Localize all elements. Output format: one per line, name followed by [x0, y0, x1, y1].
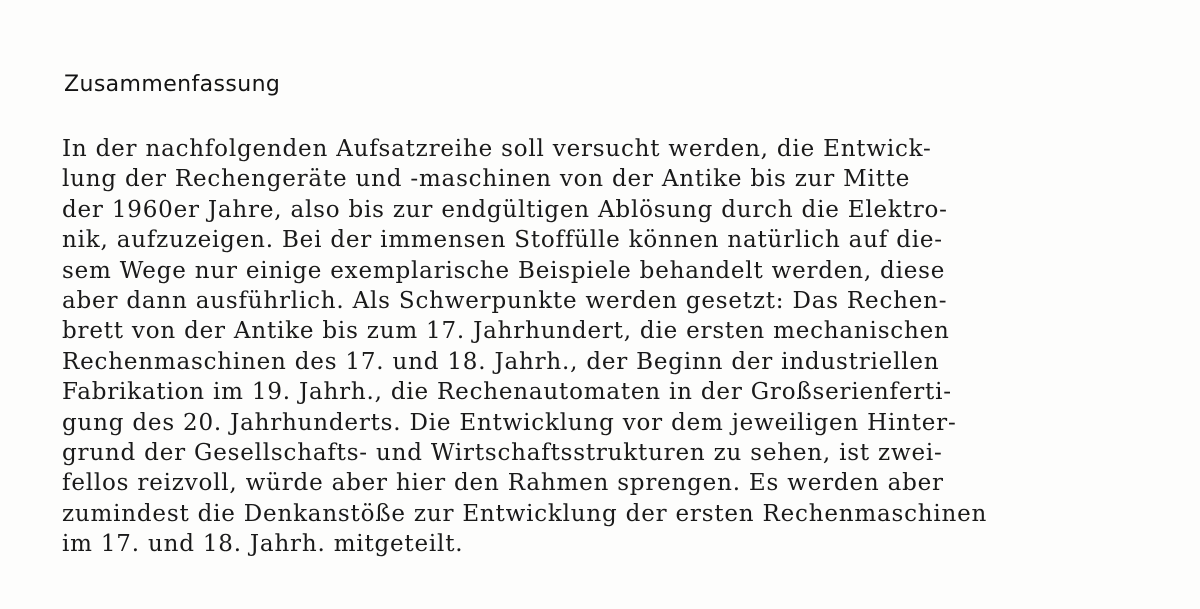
paragraph-line: Fabrikation im 19. Jahrh., die Rechenautomaten in der Großserienferti-: [62, 379, 952, 406]
paragraph-line: aber dann ausführlich. Als Schwerpunkte werden gesetzt: Das Rechen-: [62, 288, 948, 315]
paragraph-line: Rechenmaschinen des 17. und 18. Jahrh., der Beginn der industriellen: [62, 348, 940, 375]
paragraph-line: im 17. und 18. Jahrh. mitgeteilt.: [62, 531, 464, 558]
paragraph-line: lung der Rechengeräte und -maschinen von der Antike bis zur Mitte: [62, 166, 911, 193]
paragraph-line: sem Wege nur einige exemplarische Beispiele behandelt werden, diese: [62, 257, 946, 284]
paragraph-line: brett von der Antike bis zum 17. Jahrhundert, die ersten mechanischen: [62, 318, 950, 345]
paragraph-line: grund der Gesellschafts- und Wirtschaftsstrukturen zu sehen, ist zwei-: [62, 440, 943, 467]
paragraph-line: In der nachfolgenden Aufsatzreihe soll versucht werden, die Entwick-: [62, 136, 932, 162]
paragraph-line: gung des 20. Jahrhunderts. Die Entwicklung vor dem jeweiligen Hinter-: [62, 409, 957, 436]
section-heading: Zusammenfassung: [64, 72, 281, 97]
paragraph-line: fellos reizvoll, würde aber hier den Rahmen sprengen. Es werden aber: [62, 470, 944, 497]
paragraph-line: nik, aufzuzeigen. Bei der immensen Stoffülle können natürlich auf die-: [62, 227, 943, 254]
paragraph-line: zumindest die Denkanstöße zur Entwicklung der ersten Rechenmaschinen: [62, 500, 988, 527]
paragraph-line: der 1960er Jahre, also bis zur endgültigen Ablösung durch die Elektro-: [62, 196, 948, 223]
summary-paragraph: [62, 134, 1182, 560]
